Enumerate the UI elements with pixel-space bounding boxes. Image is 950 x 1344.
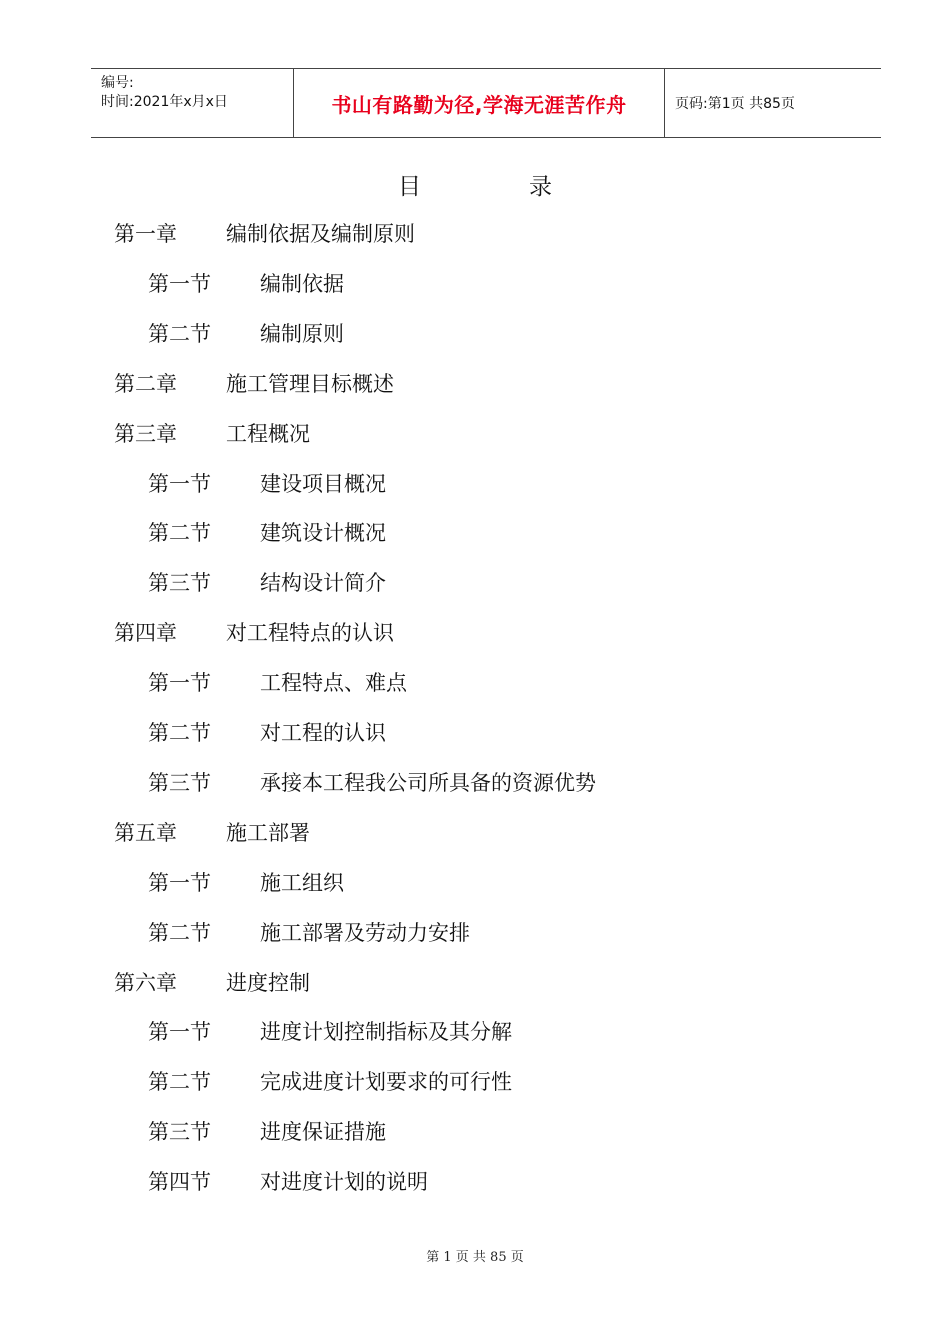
toc-title-right: 录 (529, 174, 552, 200)
toc-entry-title: 承接本工程我公司所具备的资源优势 (260, 770, 596, 795)
toc-entry-title: 对工程的认识 (260, 721, 386, 745)
page-header (91, 68, 881, 138)
toc-entry-number: 第二节 (148, 1070, 211, 1095)
toc-entry-title: 编制原则 (260, 321, 344, 346)
time-label: 时间:2021年x月x日 (101, 94, 228, 110)
toc-entry-title: 建设项目概况 (260, 471, 386, 496)
toc-entry-title: 编制依据及编制原则 (226, 222, 415, 246)
toc-entry-title: 施工管理目标概述 (226, 371, 394, 396)
toc-entry-title: 进度计划控制指标及其分解 (260, 1020, 512, 1045)
toc-entry-number: 第四章 (114, 621, 177, 646)
toc-entry-title: 工程特点、难点 (260, 671, 407, 696)
toc-entry-title: 编制依据 (260, 271, 344, 296)
toc-entry-number: 第三章 (114, 421, 177, 446)
toc-entry-title: 建筑设计概况 (260, 521, 386, 546)
toc-entry-number: 第一节 (148, 271, 211, 296)
header-motto-cell (293, 69, 665, 137)
toc-entry-title: 对工程特点的认识 (226, 621, 394, 646)
toc-entry-number: 第一节 (148, 671, 211, 696)
toc-entry-title: 进度控制 (226, 970, 310, 995)
toc-entry-number: 第二节 (148, 321, 211, 346)
toc-entry-number: 第二节 (148, 721, 211, 745)
toc-entry-title: 对进度计划的说明 (260, 1170, 428, 1195)
toc-entry-title: 施工组织 (260, 870, 344, 895)
toc-entry-number: 第二章 (114, 371, 177, 396)
toc-entry-number: 第六章 (114, 970, 177, 995)
toc-title-left: 目 (398, 174, 421, 200)
motto-text: 书山有路勤为径,学海无涯苦作舟 (331, 92, 627, 117)
toc-title (0, 168, 950, 201)
toc-entry-number: 第二节 (148, 920, 211, 945)
toc-entry-number: 第二节 (148, 521, 211, 546)
toc-entry-number: 第一节 (148, 870, 211, 895)
toc-entry-number: 第一章 (114, 222, 177, 246)
toc-entry-number: 第三节 (148, 571, 211, 596)
toc-entry-title: 施工部署 (226, 820, 310, 845)
serial-number-label: 编号: (101, 75, 134, 91)
page-code-label: 页码:第1页 共85页 (675, 96, 795, 112)
toc-entry-number: 第一节 (148, 1020, 211, 1045)
toc-entry-number: 第四节 (148, 1170, 211, 1195)
toc-entry-number: 第一节 (148, 471, 211, 496)
page-footer (0, 1246, 950, 1265)
toc-entry-title: 工程概况 (226, 421, 310, 446)
toc-entry-title: 进度保证措施 (260, 1120, 386, 1145)
header-page-cell (665, 69, 881, 137)
toc-entry-title: 施工部署及劳动力安排 (260, 920, 470, 945)
header-info-cell (91, 69, 293, 137)
toc-entry-title: 完成进度计划要求的可行性 (260, 1070, 512, 1095)
toc-entry-number: 第三节 (148, 770, 211, 795)
toc-entry-title: 结构设计简介 (260, 571, 386, 596)
toc-entry-number: 第五章 (114, 820, 177, 845)
footer-page-number: 第 1 页 共 85 页 (426, 1250, 524, 1265)
toc-entry-number: 第三节 (148, 1120, 211, 1145)
